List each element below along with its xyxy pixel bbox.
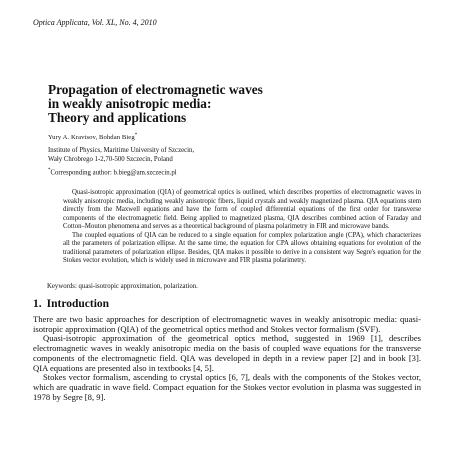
author-names: Yury A. Kravtsov, Bohdan Bieg (48, 134, 135, 142)
section-title: Introduction (46, 298, 110, 310)
authors (48, 133, 137, 141)
corresponding-author (48, 168, 177, 176)
section-heading (33, 298, 109, 310)
paper-title (48, 83, 348, 125)
keywords: Keywords: quasi-isotropic approximation, polarization. (47, 283, 198, 290)
body-text (33, 315, 421, 402)
title-line: Propagation of electromagnetic waves (48, 82, 263, 97)
corresponding-mark: * (48, 168, 51, 173)
body-paragraph: There are two basic approaches for description of electromagnetic waves in weakly anisotropic media: quasi-isotropic approximation (QIA) of the geometrical optics method and Stokes vector formalism (SVF). (33, 314, 421, 334)
affiliation-line: Institute of Physics, Maritime University of Szczecin, (48, 147, 195, 154)
body-paragraph: Stokes vector formalism, ascending to crystal optics [6, 7], deals with the components of the Stokes vector, which are quadratic in wave field. Compact equation for the Stokes vector evolution in plasma was suggested in 1978 by Segre [8, 9]. (33, 372, 421, 402)
abstract-paragraph: The coupled equations of QIA can be reduced to a single equation for complex polarization angle (CPA), which characterizes all the parameters of polarization ellipse. At the same time, the equation for CPA allows obtaining equations for evolution of the traditional parameters of polarization ellipse. Besides, QIA makes it possible to derive in a consistent way Segre's equation for the Stokes vector evolution, which is widely used in microwave and FIR plasma polarimetry. (63, 231, 421, 264)
abstract (63, 189, 421, 266)
abstract-paragraph: Quasi-isotropic approximation (QIA) of geometrical optics is outlined, which describes properties of electromagnetic waves in weakly anisotropic media, including weakly anisotropic fibers, liquid crystals and weakly magnetized plasma. QIA equations stem directly from the Maxwell equations and have the form of coupled differential equations of the first order for transverse components of the electromagnetic field. Being applied to magnetized plasma, QIA describes combined action of Faraday and Cotton–Mouton phenomena and serves as a theoretical background of plasma polarimetry in FIR and microwave bands. (63, 189, 421, 230)
affiliation-line: Wały Chrobrego 1-2,70-500 Szczecin, Poland (48, 155, 173, 163)
journal-header: Optica Applicata, Vol. XL, No. 4, 2010 (33, 18, 157, 27)
affiliation (48, 147, 194, 164)
section-number: 1. (33, 298, 42, 310)
corresponding-text: Corresponding author: b.bieg@am.szczecin.pl (50, 169, 177, 177)
title-line: Theory and applications (48, 110, 187, 125)
title-line: in weakly anisotropic media: (48, 96, 212, 111)
author-mark: * (134, 133, 138, 138)
body-paragraph: Quasi-isotropic approximation of the geometrical optics method, suggested in 1969 [1], describes electromagnetic waves in weakly anisotropic media on the basis of coupled wave equations for the transverse components of the electromagnetic field. QIA was developed in depth in a review paper [2] and in book [3]. QIA equations are presented also in textbooks [4, 5]. (33, 333, 421, 373)
